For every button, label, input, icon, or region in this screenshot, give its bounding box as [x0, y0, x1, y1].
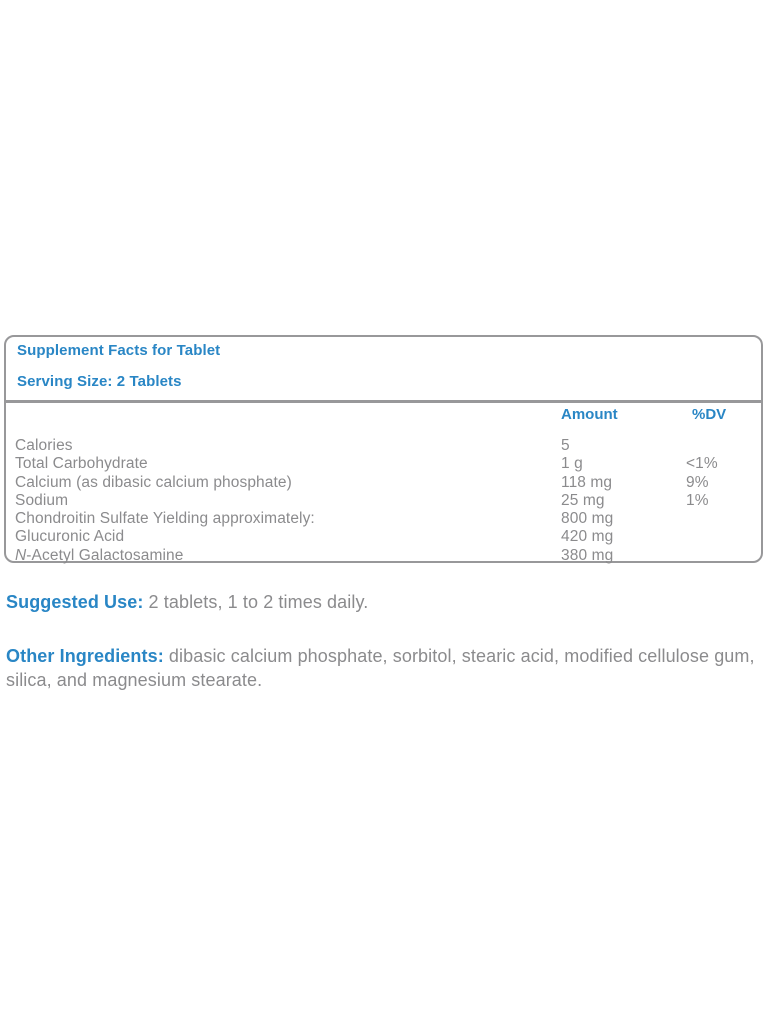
nutrient-amount: 25 mg	[561, 491, 605, 509]
nutrient-name: Calcium (as dibasic calcium phosphate)	[15, 473, 292, 491]
table-row	[6, 492, 761, 510]
nutrient-amount: 380 mg	[561, 546, 614, 564]
nutrient-dv	[686, 528, 761, 546]
panel-title: Supplement Facts for Tablet	[17, 342, 221, 359]
column-header-dv: %DV	[692, 406, 727, 423]
nutrient-amount: 420 mg	[561, 528, 614, 546]
table-row	[6, 437, 761, 455]
nutrient-amount: 800 mg	[561, 510, 614, 528]
nutrient-dv	[686, 510, 761, 528]
nutrient-amount: 5	[561, 437, 570, 454]
table-row	[6, 547, 761, 565]
nutrient-amount: 118 mg	[561, 473, 613, 491]
table-row	[6, 528, 761, 546]
suggested-use-text: 2 tablets, 1 to 2 times daily.	[143, 592, 369, 612]
table-row	[6, 474, 761, 492]
serving-size: Serving Size: 2 Tablets	[17, 373, 182, 390]
nutrient-amount: 1 g	[561, 455, 583, 473]
header-divider	[4, 400, 763, 403]
nutrient-name: Chondroitin Sulfate Yielding approximately:	[15, 510, 315, 528]
suggested-use-section	[6, 592, 368, 613]
nutrient-name-rest: -Acetyl Galactosamine	[26, 546, 184, 564]
nutrient-dv: 9%	[686, 473, 709, 491]
nutrient-dv	[686, 437, 761, 455]
nutrient-name-italic-prefix: N	[15, 546, 27, 564]
nutrient-table	[6, 437, 761, 565]
nutrient-dv	[686, 547, 761, 565]
supplement-facts-panel	[4, 335, 763, 563]
suggested-use-label: Suggested Use:	[6, 592, 144, 612]
nutrient-dv: 1%	[686, 491, 709, 509]
nutrient-name: Glucuronic Acid	[15, 528, 125, 546]
nutrient-name	[6, 547, 561, 565]
column-header-amount: Amount	[561, 406, 618, 423]
nutrient-name: Total Carbohydrate	[15, 455, 148, 473]
nutrient-dv: <1%	[686, 455, 718, 473]
nutrient-name: Calories	[15, 437, 73, 454]
other-ingredients-label: Other Ingredients:	[6, 646, 164, 666]
table-row	[6, 510, 761, 528]
table-row	[6, 455, 761, 473]
other-ingredients-section	[6, 644, 758, 692]
nutrient-name: Sodium	[15, 491, 69, 509]
other-ingredients-text: dibasic calcium phosphate, sorbitol, stearic acid, modified cellulose gum, silica, and magnesium stearate.	[6, 646, 755, 690]
